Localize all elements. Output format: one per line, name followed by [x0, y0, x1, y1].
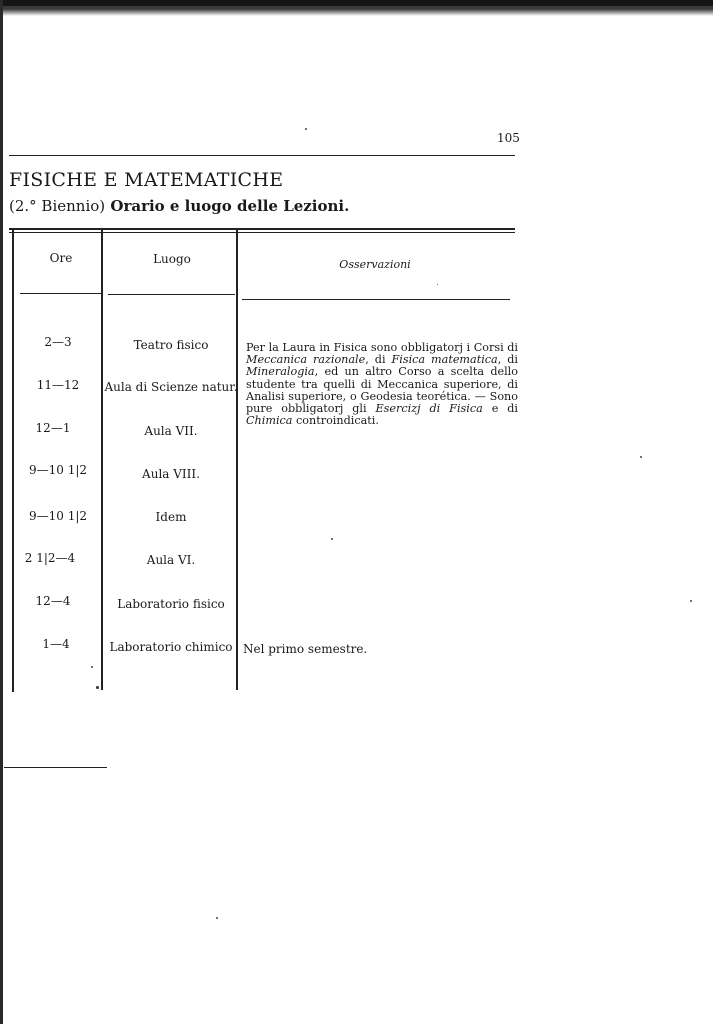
observation-course-name: Mineralogia	[246, 365, 315, 379]
table-top-rule	[9, 228, 515, 230]
observation-course-name: Esercizj di Fisica	[375, 402, 483, 416]
column-divider-ore-luogo	[101, 230, 103, 690]
table-row-luogo: Aula VI.	[146, 553, 196, 567]
header-underline-luogo	[108, 294, 235, 295]
table-row-ore: 12—1	[35, 421, 71, 435]
column-divider-luogo-osservazioni	[236, 230, 238, 690]
header-underline-osservazioni	[242, 299, 510, 300]
scan-left-edge	[0, 0, 3, 1024]
table-row-ore: 1—4	[42, 637, 70, 651]
table-row-ore: 12—4	[35, 594, 71, 608]
observation-text: , di	[365, 353, 392, 367]
subtitle-lezioni: Lezioni.	[283, 197, 350, 215]
observation-text: , di	[497, 353, 518, 367]
column-header-osservazioni: Osservazioni	[339, 258, 411, 271]
scan-speck	[96, 686, 99, 689]
table-row-luogo: Idem	[155, 510, 187, 524]
scan-top-edge	[0, 0, 713, 16]
observation-text: controindicati.	[292, 414, 379, 428]
column-header-luogo: Luogo	[153, 252, 191, 266]
table-row-ore: 9—10 1|2	[28, 509, 88, 523]
header-rule	[9, 155, 515, 156]
table-row-ore: 11—12	[36, 378, 80, 392]
table-row-ore: 9—10 1|2	[28, 463, 88, 477]
table-top-rule-thin	[9, 232, 515, 233]
table-row-luogo: Laboratorio fisico	[117, 597, 225, 611]
subtitle-orario: Orario e luogo delle	[110, 197, 278, 215]
observation-laurea-fisica	[246, 342, 518, 427]
table-row-luogo: Laboratorio chimico	[109, 640, 233, 654]
table-row-luogo: Teatro fisico	[133, 338, 209, 352]
observation-text: e di	[482, 402, 518, 416]
header-underline-ore	[20, 293, 101, 294]
observation-text: Per la Laura in Fisica sono obbligatorj i Corsi di	[246, 341, 518, 354]
table-row-luogo: Aula VII.	[144, 424, 198, 438]
table-row-ore: 2 1|2—4	[24, 551, 76, 565]
table-row-ore: 2—3	[44, 335, 72, 349]
scan-speck	[640, 456, 642, 458]
page-subtitle	[9, 197, 349, 215]
observation-text: , ed un altro Corso a scelta dello studente tra quelli di Meccanica superiore, di Analisi superiore, o Geodesia teorética. — Sono pure obbligatorj gli	[246, 365, 518, 416]
observation-course-name: Fisica matematica	[391, 353, 498, 367]
scan-speck	[437, 284, 438, 285]
observation-course-name: Meccanica razionale	[246, 353, 366, 367]
scan-speck	[690, 600, 692, 602]
column-header-ore: Ore	[49, 251, 73, 265]
observation-course-name: Chimica	[246, 414, 293, 428]
scan-speck	[331, 538, 333, 540]
scan-speck	[91, 666, 93, 668]
scan-speck	[305, 128, 307, 130]
page-number: 105	[497, 131, 520, 145]
subtitle-biennio: (2.° Biennio)	[9, 197, 106, 215]
page-title: FISICHE E MATEMATICHE	[9, 169, 284, 191]
scan-speck	[216, 917, 218, 919]
observation-semester: Nel primo semestre.	[243, 642, 368, 656]
table-row-luogo: Aula di Scienze natur.	[104, 380, 238, 394]
footnote-rule	[4, 767, 107, 768]
table-row-luogo: Aula VIII.	[142, 467, 200, 481]
table-left-border	[12, 230, 14, 692]
